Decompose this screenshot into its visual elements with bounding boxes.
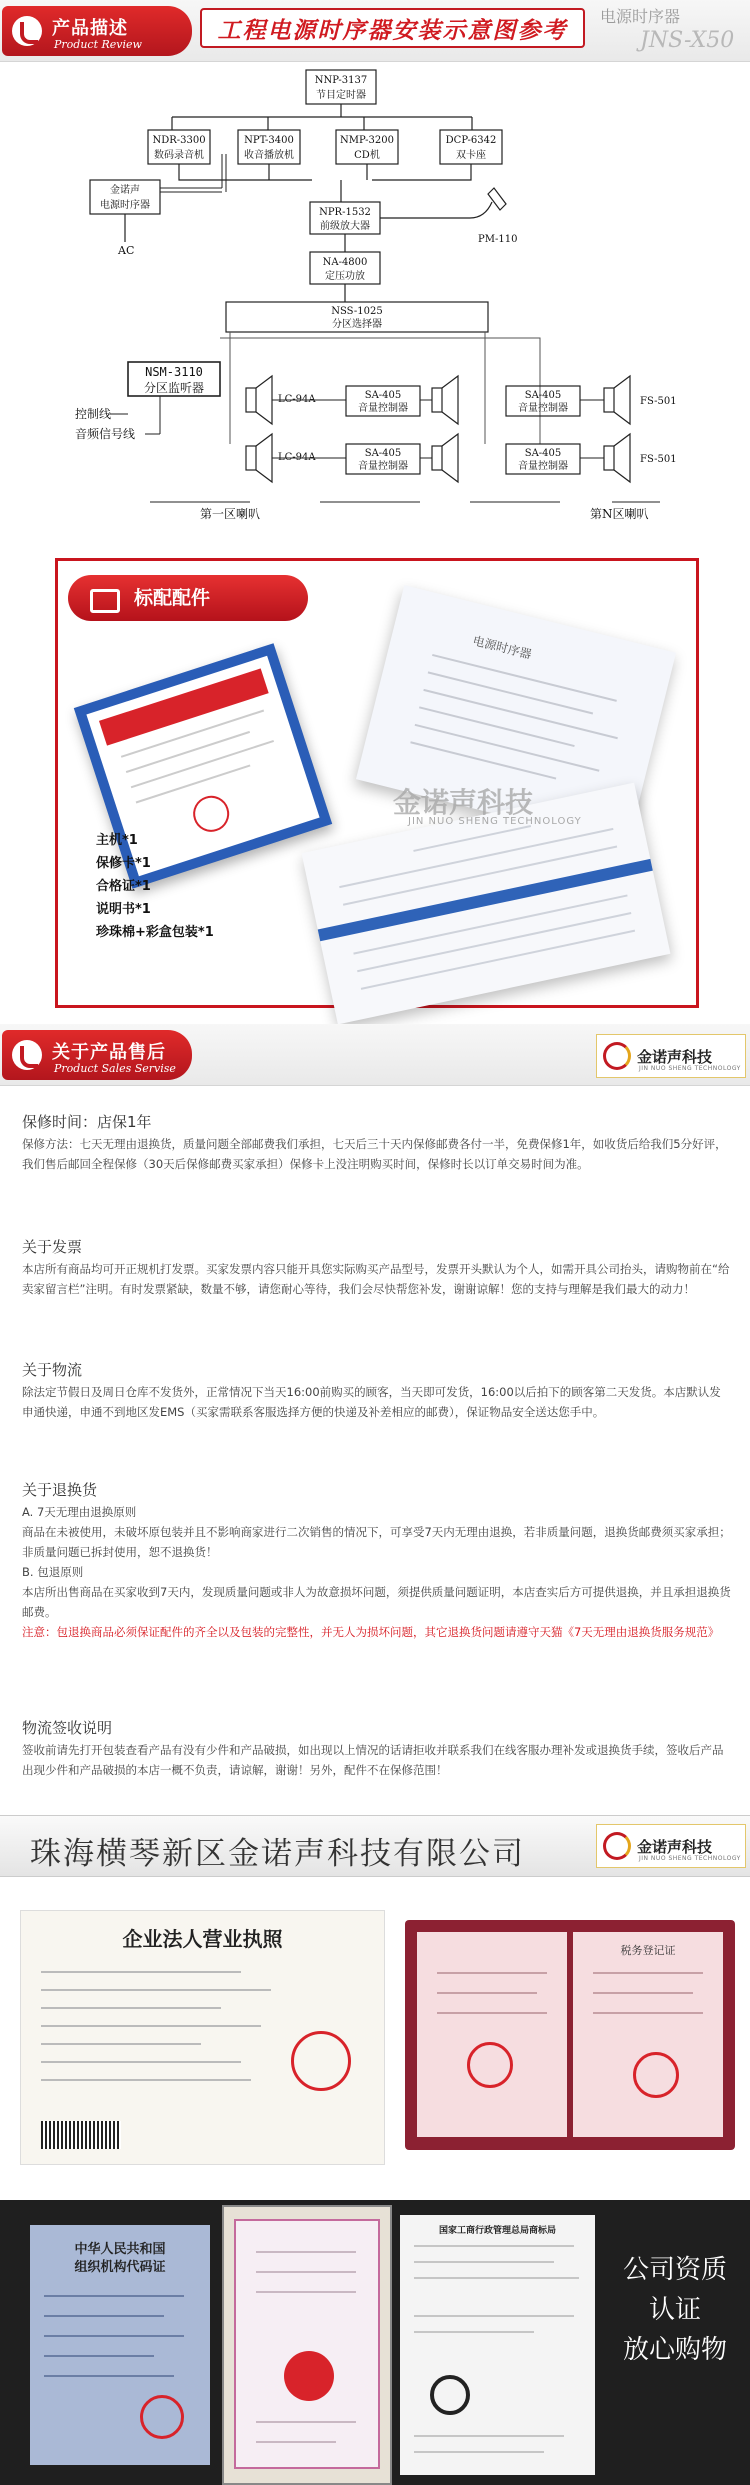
zone-n-label: 第N区喇叭 xyxy=(590,507,649,521)
returns-b-body: 本店所出售商品在买家收到7天内，发现质量问题或非人为故意损坏问题，须提供质量问题证明，本店查实后方可提供退换，并且承担退换货邮费。 xyxy=(22,1585,731,1619)
speaker-model: LC-94A xyxy=(278,394,316,405)
license-title: 企业法人营业执照 xyxy=(122,1927,283,1951)
invoice-body: 本店所有商品均可开正规机打发票。买家发票内容只能开具您实际购买产品型号，发票开头默认为个人，如需开具公司抬头，请购物前在“给卖家留言栏”注明。有时发票紧缺，数量不够，请您耐心等待，我们会尽快帮您补发，谢谢谅解！您的支持与理解是我们最大的动力！ xyxy=(22,1262,730,1296)
warranty-title: 保修时间：店保1年 xyxy=(22,1113,152,1131)
manual-title: 电源时序器 xyxy=(471,633,533,662)
signing-body: 签收前请先打开包装查看产品有没有少件和产品破损，如出现以上情况的话请拒收并联系我们在线客服办理补发或退换货手续，签收后产品出现少件和产品破损的本店一概不负责，请谅解，谢谢！另外，配件不在保修范围！ xyxy=(22,1743,724,1777)
installation-diagram-section xyxy=(0,0,750,540)
returns-block xyxy=(22,1478,732,1642)
brand-name-en: JIN NUO SHENG TECHNOLOGY xyxy=(639,1065,741,1072)
section-subtitle: Product Review xyxy=(54,38,142,51)
brand-logo-icon xyxy=(12,1040,42,1070)
tax-title: 税务登记证 xyxy=(620,1944,676,1957)
node-label: 双卡座 xyxy=(456,150,486,161)
returns-a-title: A. 7天无理由退换原则 xyxy=(22,1505,137,1519)
brand-logo-icon xyxy=(12,16,42,46)
brand-name: 金诺声科技 xyxy=(637,1837,713,1856)
standard-accessories-section xyxy=(55,558,699,1008)
node-brand: 金诺声 xyxy=(110,185,140,196)
node-label: 分区选择器 xyxy=(332,319,382,330)
returns-title: 关于退换货 xyxy=(22,1481,98,1499)
node-preamplifier xyxy=(310,202,380,234)
wiring-diagram xyxy=(0,62,750,540)
node-label: 前级放大器 xyxy=(320,221,370,232)
seal-icon xyxy=(291,2031,351,2091)
speaker-model: FS-501 xyxy=(640,396,677,407)
node-label: 节目定时器 xyxy=(316,90,366,101)
section-tab xyxy=(2,1030,192,1080)
brand-badge xyxy=(596,1824,746,1868)
seal-icon xyxy=(140,2395,184,2439)
barcode-icon xyxy=(41,2121,121,2149)
signing-block xyxy=(22,1716,732,1780)
list-item: 说明书*1 xyxy=(96,902,151,917)
company-banner xyxy=(0,1815,750,1877)
list-item: 主机*1 xyxy=(96,833,138,848)
node-label: 音量控制器 xyxy=(518,461,568,472)
node-model: NMP-3200 xyxy=(340,135,394,146)
node-label: 定压功放 xyxy=(325,271,365,282)
trademark-title: 国家工商行政管理总局商标局 xyxy=(438,2226,556,2236)
accessories-tab: 标配配件 xyxy=(68,575,308,621)
node-cd-player xyxy=(336,130,398,164)
node-label: 音量控制器 xyxy=(358,461,408,472)
seal-icon xyxy=(633,2052,679,2098)
node-model: NNP-3137 xyxy=(314,75,368,86)
node-model: NSS-1025 xyxy=(331,306,383,317)
tax-registration-image xyxy=(405,1920,735,2150)
brand-badge xyxy=(596,1034,746,1078)
trademark-logo-icon xyxy=(430,2375,470,2415)
logistics-block xyxy=(22,1358,732,1422)
node-zone-monitor xyxy=(128,362,220,396)
organization-code-original-image xyxy=(222,2205,392,2485)
brand-logo-icon xyxy=(603,1832,631,1860)
brand-name: 金诺声科技 xyxy=(637,1047,713,1066)
seal-icon xyxy=(467,2042,513,2088)
org-title-2: 组织机构代码证 xyxy=(74,2260,166,2275)
node-model: SA-405 xyxy=(364,390,402,401)
warranty-block xyxy=(22,1110,732,1174)
node-label: 电源时序器 xyxy=(100,200,150,211)
invoice-title: 关于发票 xyxy=(22,1238,83,1256)
zone-row-1 xyxy=(246,376,677,424)
speaker-model: FS-501 xyxy=(640,454,677,465)
national-emblem-icon xyxy=(284,2351,334,2401)
zone-first-label: 第一区喇叭 xyxy=(200,507,261,521)
qual-line: 认证 xyxy=(648,2295,701,2325)
node-digital-recorder xyxy=(148,130,210,164)
signing-title: 物流签收说明 xyxy=(22,1719,113,1737)
speaker-model: LC-94A xyxy=(278,452,316,463)
qual-line: 放心购物 xyxy=(622,2335,727,2365)
section-tab xyxy=(2,6,192,56)
accessory-list xyxy=(96,829,214,944)
returns-note: 注意：包退换商品必须保证配件的齐全以及包装的完整性，并无人为损坏问题，其它退换货问题请遵守天猫《7天无理由退换货服务规范》 xyxy=(22,1625,720,1639)
section-title: 产品描述 xyxy=(52,18,128,39)
node-model: SA-405 xyxy=(524,448,562,459)
section-header-product-description xyxy=(0,0,750,62)
returns-a-body: 商品在未被使用，未破坏原包装并且不影响商家进行二次销售的情况下，可享受7天内无理由退换，若非质量问题，退换货邮费须买家承担；非质量问题已拆封使用，恕不退换货！ xyxy=(22,1525,731,1559)
brand-logo-icon xyxy=(603,1042,631,1070)
node-model: SA-405 xyxy=(364,448,402,459)
after-sales-section xyxy=(0,1024,750,1354)
node-radio-player xyxy=(238,130,300,164)
certificates-section xyxy=(0,1880,750,2485)
diagram-banner: 工程电源时序器安装示意图参考 xyxy=(200,8,585,48)
qualification-text xyxy=(615,2250,735,2370)
section-title: 关于产品售后 xyxy=(52,1042,166,1063)
node-model: NA-4800 xyxy=(322,257,368,268)
node-label: 收音播放机 xyxy=(244,150,294,161)
zone-row-2 xyxy=(246,434,677,482)
list-item: 保修卡*1 xyxy=(96,856,151,871)
node-label: CD机 xyxy=(354,150,380,161)
node-program-timer xyxy=(306,70,376,104)
watermark-brand: 金诺声科技 xyxy=(393,786,534,819)
organization-code-image xyxy=(30,2225,210,2465)
logistics-body: 除法定节假日及周日仓库不发货外，正常情况下当天16:00前购买的顾客，当天即可发货，16:00以后拍下的顾客第二天发货。本店默认发申通快递，申通不到地区发EMS（买家需联系客服选择方便的快递及补差相应的邮费），保证物品安全送达您手中。 xyxy=(22,1385,721,1419)
node-model: NPT-3400 xyxy=(244,135,294,146)
legend-control-line: 控制线 xyxy=(75,407,112,421)
node-label: 分区监听器 xyxy=(143,381,205,395)
node-label: 音量控制器 xyxy=(358,403,408,414)
node-zone-selector xyxy=(226,302,488,332)
node-model: NDR-3300 xyxy=(152,135,206,146)
mic-label: PM-110 xyxy=(478,234,518,245)
trademark-certificate-image xyxy=(400,2215,595,2475)
list-item: 珍珠棉+彩盒包装*1 xyxy=(96,925,214,940)
org-title-1: 中华人民共和国 xyxy=(74,2242,166,2257)
ac-label: AC xyxy=(118,244,135,257)
watermark-brand-en: JIN NUO SHENG TECHNOLOGY xyxy=(408,816,582,827)
node-power-sequencer xyxy=(90,180,160,214)
node-power-amplifier xyxy=(310,252,380,284)
node-model: NPR-1532 xyxy=(319,207,371,218)
warranty-body: 保修方法：七天无理由退换货，质量问题全部邮费我们承担，七天后三十天内保修邮费各付一半，免费保修1年，如收货后给我们5分好评，我们售后邮回全程保修（30天后保修邮费买家承担）保修卡上没注明购买时间，保修时长以订单交易时间为准。 xyxy=(22,1137,727,1171)
qual-line: 公司资质 xyxy=(622,2255,727,2285)
business-license-image xyxy=(20,1910,385,2165)
product-model: JNS-X50 xyxy=(640,28,735,53)
node-cassette-deck xyxy=(440,130,502,164)
company-name: 珠海横琴新区金诺声科技有限公司 xyxy=(30,1836,525,1872)
legend-audio-line: 音频信号线 xyxy=(75,427,136,441)
node-label: 数码录音机 xyxy=(154,150,204,161)
node-label: 音量控制器 xyxy=(518,403,568,414)
node-model: SA-405 xyxy=(524,390,562,401)
section-subtitle: Product Sales Servise xyxy=(54,1062,176,1075)
list-item: 合格证*1 xyxy=(96,879,151,894)
invoice-block xyxy=(22,1235,732,1299)
node-model: NSM-3110 xyxy=(145,365,203,379)
logistics-title: 关于物流 xyxy=(22,1361,83,1379)
returns-b-title: B. 包退原则 xyxy=(22,1565,84,1579)
product-name: 电源时序器 xyxy=(600,7,681,26)
section-header-after-sales xyxy=(0,1024,750,1086)
brand-name-en: JIN NUO SHENG TECHNOLOGY xyxy=(639,1855,741,1862)
node-model: DCP-6342 xyxy=(445,135,497,146)
